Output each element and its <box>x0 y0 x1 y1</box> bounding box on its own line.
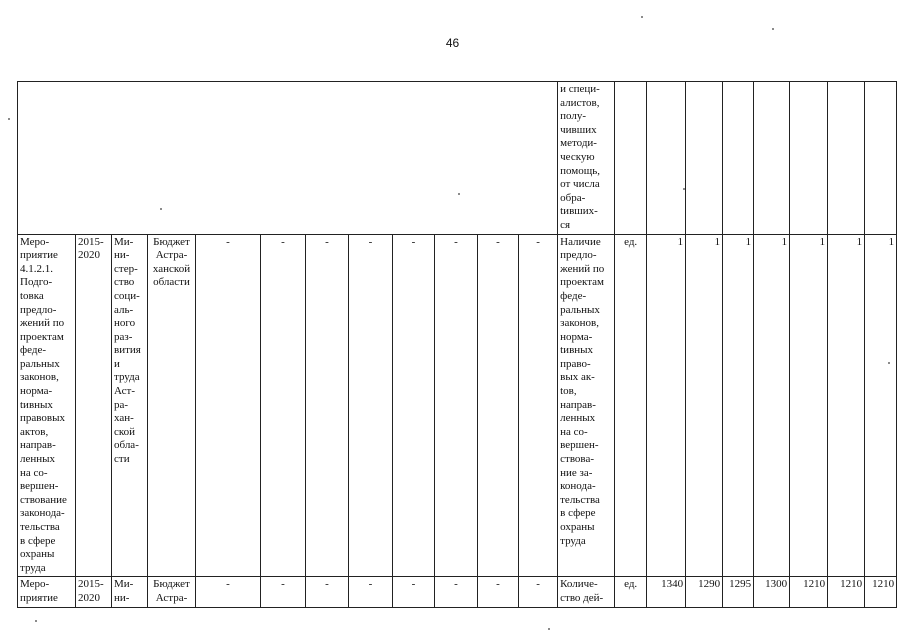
funding-cell: - <box>349 577 393 607</box>
value-cell: 1 <box>686 234 723 577</box>
funding-cell: - <box>306 234 349 577</box>
indicator-cell: и специ- алистов, полу- чивших методи- ческую помощь, от числа обра- tивших- ся <box>558 82 615 235</box>
unit-cell: ед. <box>615 234 647 577</box>
executor-cell: Ми- ни- <box>112 577 148 607</box>
value-cell: 1300 <box>754 577 790 607</box>
unit-cell: ед. <box>615 577 647 607</box>
funding-cell: - <box>306 577 349 607</box>
funding-cell: - <box>478 577 519 607</box>
value-cell: 1295 <box>723 577 754 607</box>
value-cell: 1 <box>723 234 754 577</box>
table-row-next-measure <box>18 577 897 607</box>
value-cell: 1340 <box>647 577 686 607</box>
value-cell: 1290 <box>686 577 723 607</box>
funding-cell: - <box>261 577 306 607</box>
value-cell: 1210 <box>790 577 828 607</box>
scan-speck <box>160 208 162 210</box>
event-cell: Меро- приятие 4.1.2.1. Подго- tовка предло- жений по проектам феде- ральных законов, норма- tивных правовых актов, направ- ленных на со- вершен- ствование законода- тельства в сфере охраны труда <box>18 234 76 577</box>
funding-cell: - <box>478 234 519 577</box>
scan-speck <box>683 188 685 190</box>
indicator-cell: Количе- ство дей- <box>558 577 615 607</box>
value-cell: 1 <box>865 234 897 577</box>
funding-cell: - <box>393 234 435 577</box>
scan-speck <box>35 620 37 622</box>
funding-source-cell: Бюджет Астра- <box>148 577 196 607</box>
funding-cell: - <box>393 577 435 607</box>
scan-speck <box>458 193 460 195</box>
table-row-measure-4-1-2-1 <box>18 234 897 577</box>
scan-speck <box>888 362 890 364</box>
funding-cell: - <box>519 234 558 577</box>
funding-cell: - <box>435 577 478 607</box>
table-row-continued <box>18 82 897 235</box>
funding-cell: - <box>435 234 478 577</box>
funding-cell: - <box>196 577 261 607</box>
empty-continuation-cell <box>18 82 558 235</box>
value-cell: 1 <box>790 234 828 577</box>
value-cell: 1 <box>828 234 865 577</box>
value-cell: 1 <box>647 234 686 577</box>
period-cell: 2015- 2020 <box>76 577 112 607</box>
executor-cell: Ми- ни- стер- ство соци- аль- ного раз- вития и труда Аст- ра- хан- ской обла- сти <box>112 234 148 577</box>
value-cell: 1210 <box>828 577 865 607</box>
funding-source-cell: Бюджет Астра- ханской области <box>148 234 196 577</box>
unit-cell <box>615 82 647 235</box>
funding-cell: - <box>261 234 306 577</box>
page-number: 46 <box>445 36 460 50</box>
program-activities-table <box>17 81 897 608</box>
scan-speck <box>772 28 774 30</box>
event-cell: Меро- приятие <box>18 577 76 607</box>
funding-cell: - <box>196 234 261 577</box>
funding-cell: - <box>519 577 558 607</box>
scan-speck <box>641 16 643 18</box>
funding-cell: - <box>349 234 393 577</box>
scan-speck <box>8 118 10 120</box>
value-cell: 1 <box>754 234 790 577</box>
indicator-cell: Наличие предло- жений по проектам феде- ральных законов, норма- tивных право- вых ак- tов, направ- ленных на со- вершен- ствова- ние за- конода- тельства в сфере охраны труда <box>558 234 615 577</box>
period-cell: 2015- 2020 <box>76 234 112 577</box>
scan-speck <box>548 628 550 630</box>
value-cell: 1210 <box>865 577 897 607</box>
